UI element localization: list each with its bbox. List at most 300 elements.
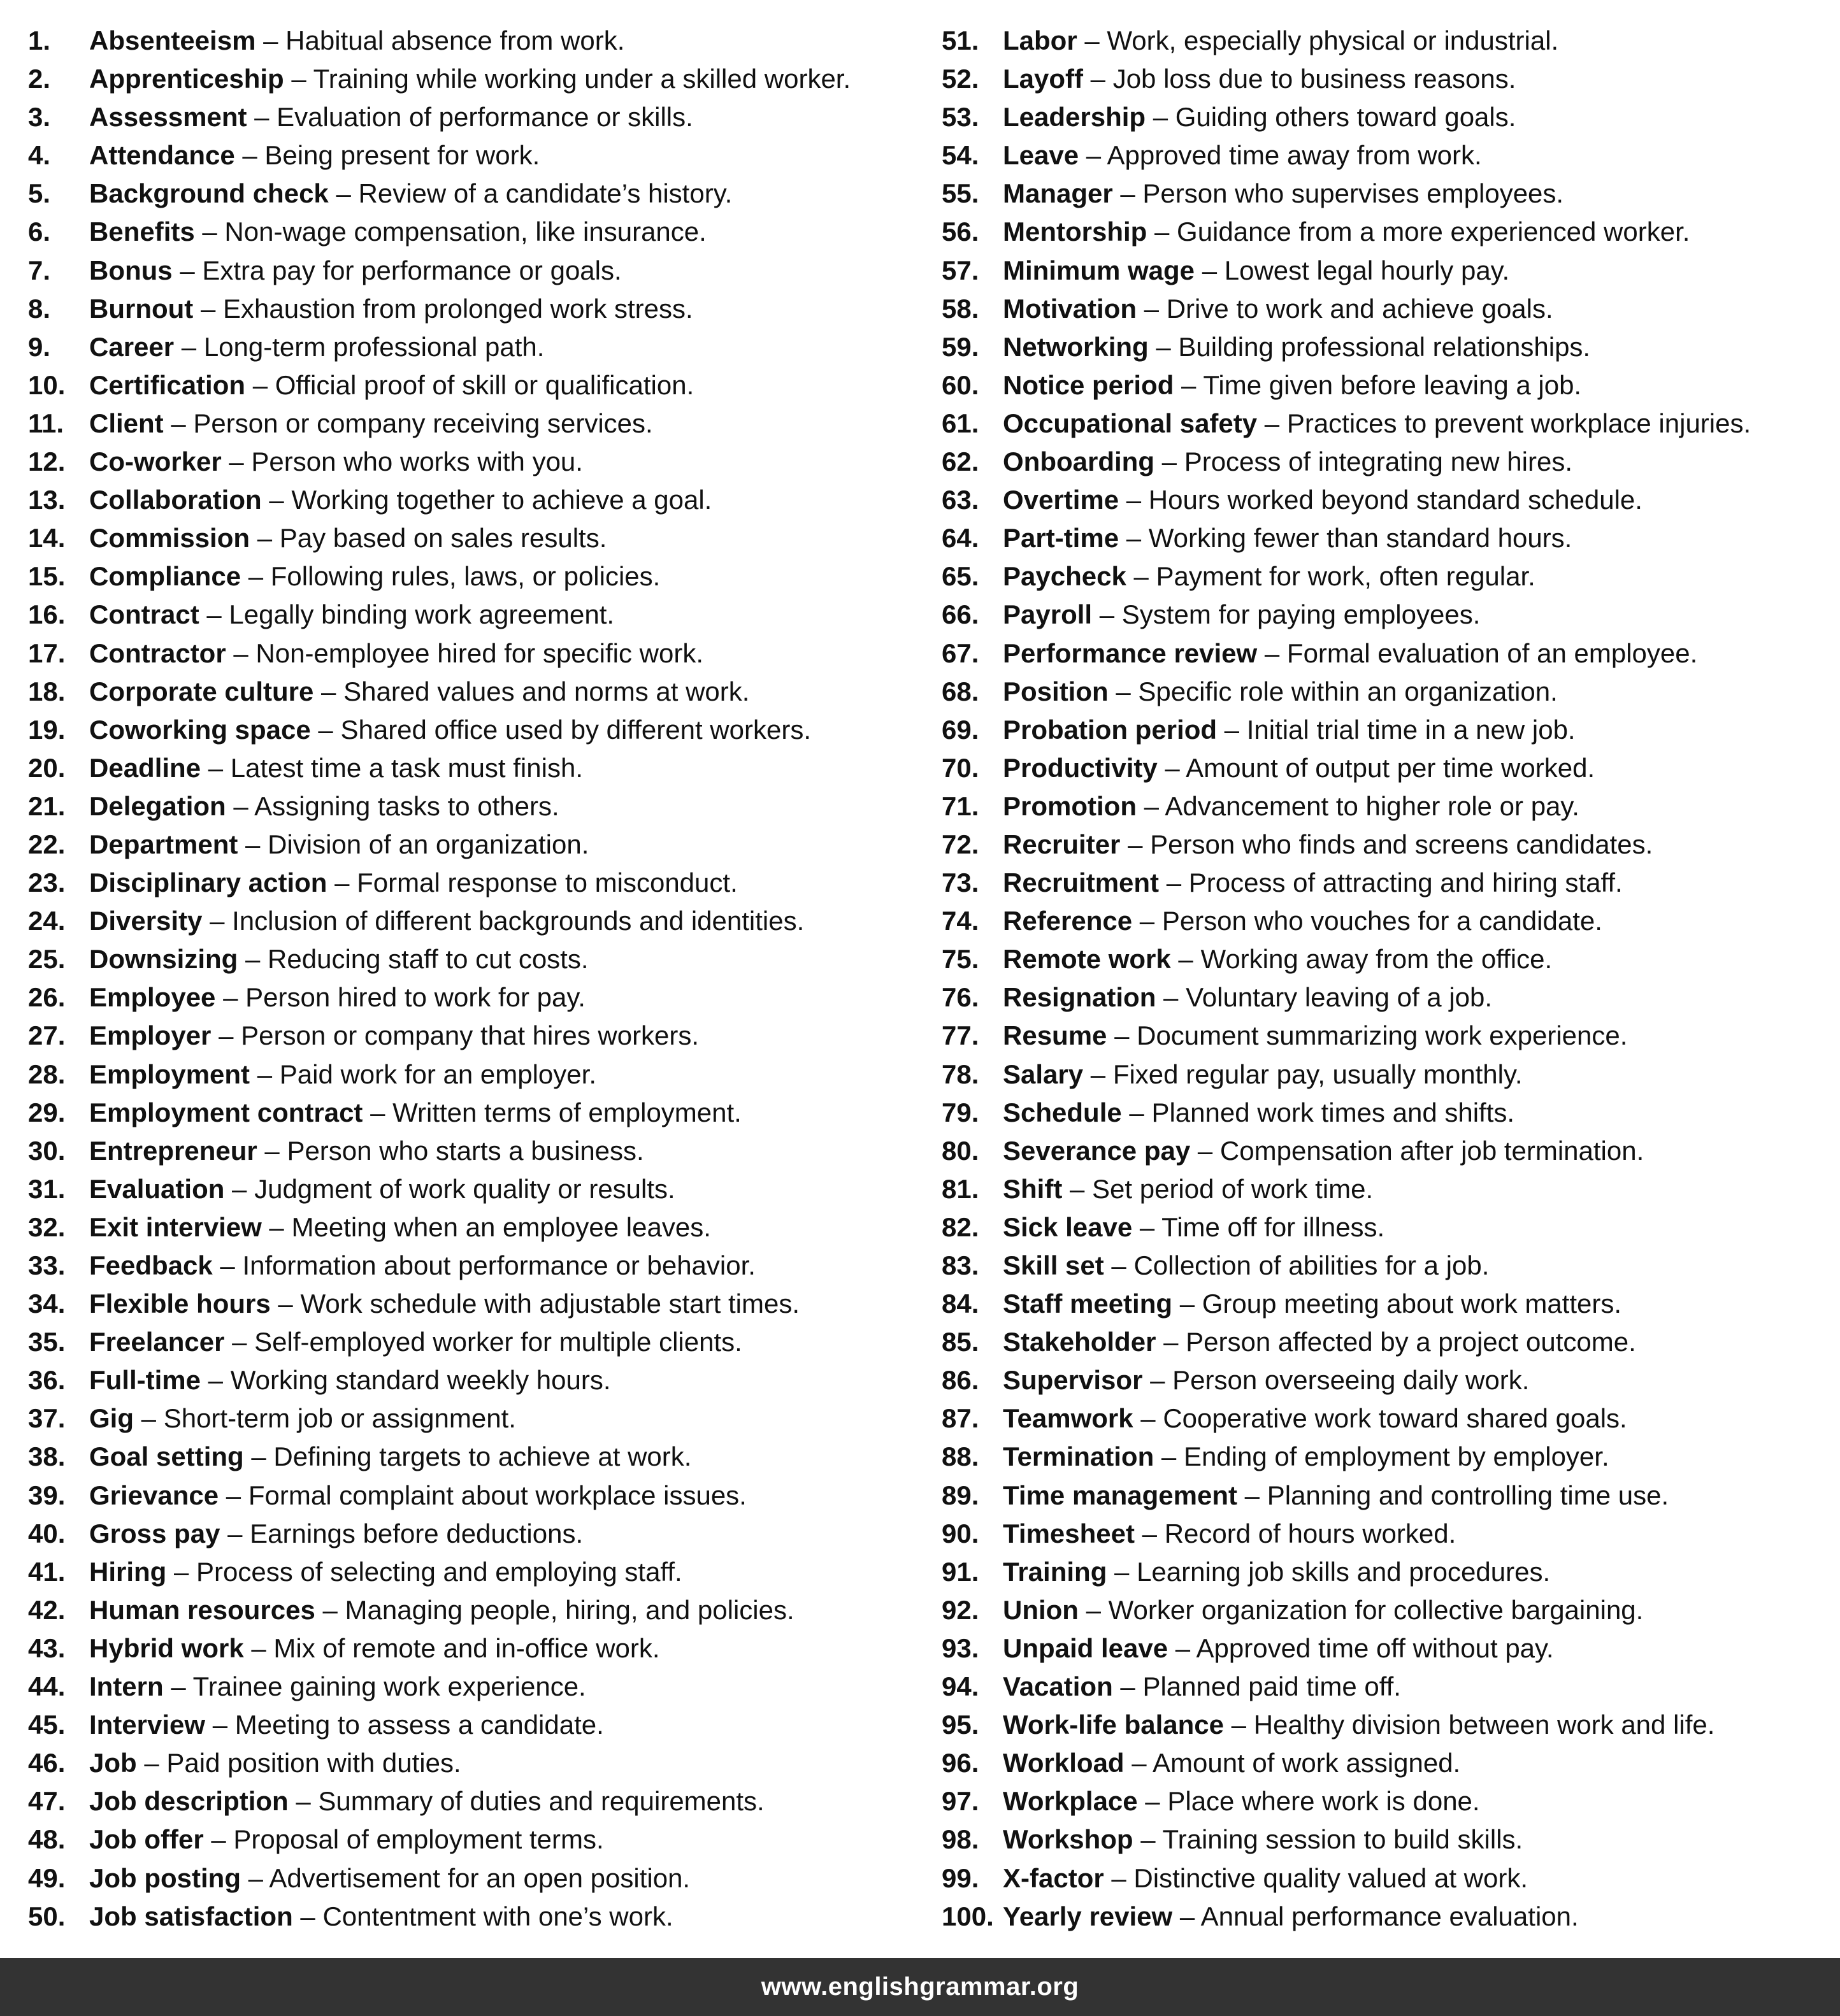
vocabulary-entry xyxy=(942,481,1834,519)
entry-separator: – xyxy=(134,1403,164,1434)
entry-text xyxy=(1003,1017,1627,1055)
entry-definition: Lowest legal hourly pay. xyxy=(1224,255,1510,285)
entry-number: 45. xyxy=(28,1710,66,1740)
entry-text xyxy=(1003,1744,1460,1782)
entry-separator: – xyxy=(193,293,223,324)
entry-separator: – xyxy=(219,1480,248,1510)
entry-separator: – xyxy=(328,178,359,209)
entry-definition: Written terms of employment. xyxy=(392,1097,742,1127)
vocabulary-entry xyxy=(28,1629,933,1668)
entry-text xyxy=(1003,1399,1627,1438)
entry-separator: – xyxy=(1172,1289,1202,1319)
entry-definition: Meeting when an employee leaves. xyxy=(291,1212,711,1242)
vocabulary-entry xyxy=(28,252,933,290)
entry-number: 91. xyxy=(942,1556,979,1587)
entry-term: Freelancer xyxy=(89,1327,225,1357)
entry-term: Employer xyxy=(89,1020,212,1051)
entry-term: Delegation xyxy=(89,790,226,821)
entry-text xyxy=(89,1859,690,1898)
entry-text xyxy=(1003,443,1572,481)
entry-definition: Reducing staff to cut costs. xyxy=(268,944,589,975)
entry-number: 48. xyxy=(28,1824,66,1855)
vocabulary-entry xyxy=(28,60,933,98)
entry-text xyxy=(89,1820,604,1859)
entry-term: Occupational safety xyxy=(1003,408,1258,438)
entry-number: 69. xyxy=(942,714,979,745)
entry-term: Job xyxy=(89,1748,137,1778)
entry-number: 5. xyxy=(28,178,51,209)
entry-text xyxy=(89,1668,586,1706)
entry-definition: Shared values and norms at work. xyxy=(343,676,750,706)
entry-definition: Work schedule with adjustable start times. xyxy=(300,1289,800,1319)
entry-definition: Group meeting about work matters. xyxy=(1202,1289,1622,1319)
entry-separator: – xyxy=(1132,906,1162,936)
entry-number: 76. xyxy=(942,982,979,1013)
entry-definition: Work, especially physical or industrial. xyxy=(1107,25,1559,55)
entry-text xyxy=(1003,1438,1609,1476)
entry-text xyxy=(89,1170,675,1208)
entry-term: Timesheet xyxy=(1003,1518,1135,1548)
entry-separator: – xyxy=(250,1059,280,1089)
entry-definition: Self-employed worker for multiple clients. xyxy=(254,1327,742,1357)
entry-separator: – xyxy=(1092,599,1122,630)
entry-number: 77. xyxy=(942,1020,979,1051)
entry-term: Manager xyxy=(1003,178,1113,209)
entry-text xyxy=(89,60,851,98)
entry-number: 32. xyxy=(28,1212,66,1242)
entry-term: Labor xyxy=(1003,25,1077,55)
vocabulary-entry xyxy=(942,443,1834,481)
vocabulary-entry xyxy=(942,366,1834,404)
vocabulary-column-right xyxy=(942,22,1834,1936)
entry-term: Hybrid work xyxy=(89,1633,244,1663)
entry-separator: – xyxy=(255,25,286,55)
entry-term: Collaboration xyxy=(89,485,262,515)
entry-number: 52. xyxy=(942,64,979,94)
entry-number: 2. xyxy=(28,64,51,94)
vocabulary-entry xyxy=(28,978,933,1017)
entry-definition: Mix of remote and in-office work. xyxy=(273,1633,660,1663)
entry-term: Recruitment xyxy=(1003,868,1160,898)
entry-definition: Long-term professional path. xyxy=(203,331,545,362)
entry-number: 22. xyxy=(28,829,66,859)
entry-definition: Set period of work time. xyxy=(1092,1173,1374,1204)
vocabulary-entry xyxy=(942,787,1834,826)
entry-number: 25. xyxy=(28,944,66,975)
vocabulary-entry xyxy=(942,1820,1834,1859)
entry-text xyxy=(1003,1361,1529,1399)
entry-separator: – xyxy=(234,140,265,171)
entry-term: Full-time xyxy=(89,1365,201,1396)
vocabulary-entry xyxy=(942,940,1834,978)
entry-separator: – xyxy=(1237,1480,1267,1510)
entry-text xyxy=(89,902,804,940)
entry-definition: Job loss due to business reasons. xyxy=(1112,64,1516,94)
entry-separator: – xyxy=(1103,1862,1134,1893)
vocabulary-entry xyxy=(942,1553,1834,1591)
entry-text xyxy=(1003,1132,1644,1170)
entry-number: 7. xyxy=(28,255,51,285)
entry-number: 24. xyxy=(28,906,66,936)
entry-separator: – xyxy=(1170,944,1201,975)
entry-text xyxy=(1003,213,1690,251)
entry-text xyxy=(1003,1591,1643,1629)
entry-definition: Person who works with you. xyxy=(251,447,583,477)
entry-definition: Document summarizing work experience. xyxy=(1137,1020,1628,1051)
entry-definition: Annual performance evaluation. xyxy=(1200,1901,1579,1931)
entry-term: Layoff xyxy=(1003,64,1083,94)
entry-term: Compliance xyxy=(89,561,241,592)
vocabulary-entry xyxy=(28,1859,933,1898)
footer-website[interactable]: www.englishgrammar.org xyxy=(761,1973,1079,2001)
vocabulary-entry xyxy=(28,136,933,175)
entry-separator: – xyxy=(1107,1020,1137,1051)
vocabulary-entry xyxy=(942,749,1834,787)
entry-definition: Summary of duties and requirements. xyxy=(318,1786,765,1817)
entry-number: 67. xyxy=(942,638,979,668)
entry-separator: – xyxy=(1132,1212,1162,1242)
entry-text xyxy=(89,519,607,557)
entry-text xyxy=(89,136,540,175)
entry-separator: – xyxy=(1217,714,1247,745)
entry-text xyxy=(89,1629,660,1668)
vocabulary-entry xyxy=(942,22,1834,60)
entry-definition: Fixed regular pay, usually monthly. xyxy=(1112,1059,1523,1089)
entry-separator: – xyxy=(1195,255,1225,285)
entry-number: 29. xyxy=(28,1097,66,1127)
entry-number: 90. xyxy=(942,1518,979,1548)
entry-definition: Pay based on sales results. xyxy=(279,523,607,554)
entry-number: 35. xyxy=(28,1327,66,1357)
entry-definition: Review of a candidate’s history. xyxy=(358,178,733,209)
vocabulary-entry xyxy=(28,1399,933,1438)
entry-number: 96. xyxy=(942,1748,979,1778)
vocabulary-entry xyxy=(942,1017,1834,1055)
entry-term: X-factor xyxy=(1003,1862,1104,1893)
entry-text xyxy=(89,1361,611,1399)
entry-definition: Managing people, hiring, and policies. xyxy=(345,1594,794,1625)
vocabulary-entry xyxy=(28,1094,933,1132)
entry-number: 10. xyxy=(28,369,66,400)
entry-definition: Working together to achieve a goal. xyxy=(291,485,712,515)
entry-text xyxy=(1003,1668,1401,1706)
entry-definition: Learning job skills and procedures. xyxy=(1137,1556,1551,1587)
entry-term: Skill set xyxy=(1003,1250,1104,1280)
entry-definition: Building professional relationships. xyxy=(1178,331,1591,362)
vocabulary-entry xyxy=(942,1668,1834,1706)
entry-term: Staff meeting xyxy=(1003,1289,1173,1319)
entry-term: Intern xyxy=(89,1671,164,1702)
entry-separator: – xyxy=(1079,140,1107,171)
entry-separator: – xyxy=(199,599,229,630)
vocabulary-entry xyxy=(28,1017,933,1055)
entry-term: Teamwork xyxy=(1003,1403,1133,1434)
entry-term: Hiring xyxy=(89,1556,167,1587)
entry-definition: Approved time off without pay. xyxy=(1196,1633,1554,1663)
entry-term: Severance pay xyxy=(1003,1135,1191,1166)
entry-number: 21. xyxy=(28,790,66,821)
entry-number: 71. xyxy=(942,790,979,821)
entry-definition: Following rules, laws, or policies. xyxy=(270,561,661,592)
entry-separator: – xyxy=(1124,1748,1153,1778)
entry-text xyxy=(1003,1170,1373,1208)
vocabulary-entry xyxy=(942,213,1834,251)
entry-text xyxy=(1003,1323,1636,1361)
entry-separator: – xyxy=(1062,1173,1093,1204)
entry-definition: Evaluation of performance or skills. xyxy=(277,102,693,132)
entry-definition: Formal response to misconduct. xyxy=(357,868,738,898)
entry-number: 6. xyxy=(28,217,51,247)
vocabulary-entry xyxy=(28,596,933,634)
entry-term: Department xyxy=(89,829,238,859)
entry-term: Overtime xyxy=(1003,485,1119,515)
vocabulary-entry xyxy=(28,864,933,902)
entry-separator: – xyxy=(1156,1327,1186,1357)
vocabulary-entry xyxy=(28,366,933,404)
entry-number: 43. xyxy=(28,1633,66,1663)
entry-text xyxy=(89,749,583,787)
entry-term: Motivation xyxy=(1003,293,1137,324)
entry-text xyxy=(1003,634,1697,673)
entry-text xyxy=(1003,1553,1550,1591)
entry-number: 11. xyxy=(28,408,64,438)
entry-term: Probation period xyxy=(1003,714,1217,745)
entry-number: 87. xyxy=(942,1403,979,1434)
entry-term: Paycheck xyxy=(1003,561,1126,592)
vocabulary-entry xyxy=(28,175,933,213)
vocabulary-entry xyxy=(28,1782,933,1820)
footer-bar xyxy=(0,1958,1840,2016)
entry-separator: – xyxy=(1120,829,1151,859)
vocabulary-entry xyxy=(942,290,1834,328)
entry-separator: – xyxy=(226,638,256,668)
entry-text xyxy=(1003,749,1595,787)
entry-text xyxy=(89,481,712,519)
entry-definition: Planned work times and shifts. xyxy=(1151,1097,1515,1127)
entry-definition: Inclusion of different backgrounds and identities. xyxy=(232,906,805,936)
entry-definition: Person affected by a project outcome. xyxy=(1186,1327,1636,1357)
entry-definition: Extra pay for performance or goals. xyxy=(202,255,622,285)
entry-separator: – xyxy=(224,1327,255,1357)
entry-term: Mentorship xyxy=(1003,217,1147,247)
entry-number: 38. xyxy=(28,1441,66,1472)
entry-separator: – xyxy=(224,1173,255,1204)
entry-term: Goal setting xyxy=(89,1441,244,1472)
entry-separator: – xyxy=(363,1097,393,1127)
vocabulary-entry xyxy=(28,1323,933,1361)
entry-separator: – xyxy=(1077,25,1107,55)
entry-text xyxy=(1003,1859,1528,1898)
entry-term: Minimum wage xyxy=(1003,255,1195,285)
entry-number: 55. xyxy=(942,178,979,209)
entry-separator: – xyxy=(202,906,233,936)
entry-text xyxy=(89,1706,604,1744)
entry-term: Job description xyxy=(89,1786,289,1817)
entry-term: Contract xyxy=(89,599,199,630)
vocabulary-entry xyxy=(28,22,933,60)
entry-text xyxy=(1003,481,1642,519)
entry-definition: Hours worked beyond standard schedule. xyxy=(1148,485,1642,515)
entry-term: Workload xyxy=(1003,1748,1125,1778)
entry-separator: – xyxy=(1107,1556,1137,1587)
entry-text xyxy=(89,711,811,749)
entry-term: Training xyxy=(1003,1556,1107,1587)
vocabulary-entry xyxy=(28,1361,933,1399)
entry-separator: – xyxy=(1119,523,1149,554)
entry-number: 86. xyxy=(942,1365,979,1396)
entry-text xyxy=(1003,60,1516,98)
vocabulary-entry xyxy=(942,673,1834,711)
entry-term: Employment contract xyxy=(89,1097,363,1127)
vocabulary-entry xyxy=(942,1247,1834,1285)
entry-text xyxy=(1003,978,1492,1017)
vocabulary-entry xyxy=(28,1668,933,1706)
vocabulary-entry xyxy=(28,1476,933,1515)
entry-term: Gross pay xyxy=(89,1518,220,1548)
entry-separator: – xyxy=(1168,1633,1197,1663)
entry-definition: Person hired to work for pay. xyxy=(245,982,586,1013)
entry-term: Workplace xyxy=(1003,1786,1138,1817)
entry-separator: – xyxy=(205,1710,235,1740)
entry-definition: Person overseeing daily work. xyxy=(1172,1365,1530,1396)
entry-separator: – xyxy=(163,1671,193,1702)
entry-term: Employee xyxy=(89,982,216,1013)
vocabulary-entry xyxy=(28,213,933,251)
entry-term: Resume xyxy=(1003,1020,1107,1051)
entry-separator: – xyxy=(172,255,203,285)
vocabulary-entry xyxy=(942,1515,1834,1553)
vocabulary-entry xyxy=(28,826,933,864)
entry-text xyxy=(89,1898,673,1936)
entry-text xyxy=(1003,673,1558,711)
vocabulary-entry xyxy=(942,634,1834,673)
vocabulary-entry xyxy=(942,1476,1834,1515)
vocabulary-entry xyxy=(942,596,1834,634)
entry-text xyxy=(89,443,583,481)
entry-text xyxy=(89,366,694,404)
entry-number: 27. xyxy=(28,1020,66,1051)
entry-term: Leave xyxy=(1003,140,1079,171)
entry-text xyxy=(1003,1515,1456,1553)
entry-number: 13. xyxy=(28,485,66,515)
entry-term: Exit interview xyxy=(89,1212,262,1242)
entry-number: 49. xyxy=(28,1862,66,1893)
entry-text xyxy=(89,1132,644,1170)
entry-text xyxy=(89,634,703,673)
entry-definition: Working standard weekly hours. xyxy=(230,1365,611,1396)
entry-definition: Proposal of employment terms. xyxy=(233,1824,604,1855)
entry-separator: – xyxy=(1083,1059,1113,1089)
entry-text xyxy=(89,1744,461,1782)
entry-separator: – xyxy=(1147,217,1177,247)
entry-separator: – xyxy=(238,944,268,975)
entry-separator: – xyxy=(1133,1403,1163,1434)
entry-term: Work-life balance xyxy=(1003,1710,1224,1740)
entry-number: 4. xyxy=(28,140,51,171)
entry-number: 97. xyxy=(942,1786,979,1817)
entry-definition: Legally binding work agreement. xyxy=(229,599,615,630)
entry-definition: Person who finds and screens candidates. xyxy=(1150,829,1653,859)
entry-separator: – xyxy=(247,102,277,132)
entry-term: Resignation xyxy=(1003,982,1156,1013)
entry-number: 99. xyxy=(942,1862,979,1893)
vocabulary-entry xyxy=(942,60,1834,98)
entry-number: 15. xyxy=(28,561,66,592)
vocabulary-entry xyxy=(28,711,933,749)
entry-text xyxy=(89,673,749,711)
entry-text xyxy=(1003,290,1553,328)
entry-text xyxy=(1003,1820,1523,1859)
vocabulary-entry xyxy=(942,136,1834,175)
entry-number: 46. xyxy=(28,1748,66,1778)
entry-separator: – xyxy=(1157,752,1186,783)
entry-definition: Place where work is done. xyxy=(1167,1786,1480,1817)
entry-term: Leadership xyxy=(1003,102,1146,132)
entry-separator: – xyxy=(241,561,271,592)
entry-number: 56. xyxy=(942,217,979,247)
entry-definition: Judgment of work quality or results. xyxy=(254,1173,675,1204)
entry-term: Career xyxy=(89,331,175,362)
entry-number: 61. xyxy=(942,408,979,438)
vocabulary-entry xyxy=(28,1591,933,1629)
entry-separator: – xyxy=(327,868,357,898)
entry-term: Termination xyxy=(1003,1441,1154,1472)
vocabulary-entry xyxy=(942,1744,1834,1782)
entry-term: Evaluation xyxy=(89,1173,225,1204)
entry-definition: Meeting to assess a candidate. xyxy=(234,1710,604,1740)
entry-number: 63. xyxy=(942,485,979,515)
vocabulary-entry xyxy=(28,404,933,443)
entry-number: 93. xyxy=(942,1633,979,1663)
entry-number: 28. xyxy=(28,1059,66,1089)
entry-separator: – xyxy=(284,64,313,94)
entry-number: 89. xyxy=(942,1480,979,1510)
entry-separator: – xyxy=(203,1824,234,1855)
entry-separator: – xyxy=(1154,447,1184,477)
entry-number: 51. xyxy=(942,25,979,55)
vocabulary-entry xyxy=(28,1820,933,1859)
entry-text xyxy=(89,22,624,60)
entry-text xyxy=(1003,328,1590,366)
entry-text xyxy=(1003,98,1516,136)
entry-text xyxy=(89,1438,691,1476)
vocabulary-column-left xyxy=(28,22,933,1936)
entry-term: Deadline xyxy=(89,752,201,783)
entry-text xyxy=(89,1476,747,1515)
entry-separator: – xyxy=(1224,1710,1254,1740)
entry-number: 37. xyxy=(28,1403,66,1434)
vocabulary-entry xyxy=(942,902,1834,940)
entry-number: 44. xyxy=(28,1671,66,1702)
entry-definition: Division of an organization. xyxy=(268,829,589,859)
entry-definition: Contentment with one’s work. xyxy=(322,1901,673,1931)
entry-number: 39. xyxy=(28,1480,66,1510)
entry-number: 62. xyxy=(942,447,979,477)
vocabulary-entry xyxy=(942,1055,1834,1094)
entry-text xyxy=(89,978,586,1017)
entry-text xyxy=(1003,136,1482,175)
entry-number: 88. xyxy=(942,1441,979,1472)
vocabulary-entry xyxy=(942,98,1834,136)
entry-term: Attendance xyxy=(89,140,235,171)
entry-number: 16. xyxy=(28,599,66,630)
entry-term: Payroll xyxy=(1003,599,1093,630)
vocabulary-entry xyxy=(942,1898,1834,1936)
entry-number: 94. xyxy=(942,1671,979,1702)
entry-text xyxy=(89,787,559,826)
entry-definition: Ending of employment by employer. xyxy=(1183,1441,1609,1472)
entry-term: Promotion xyxy=(1003,790,1137,821)
